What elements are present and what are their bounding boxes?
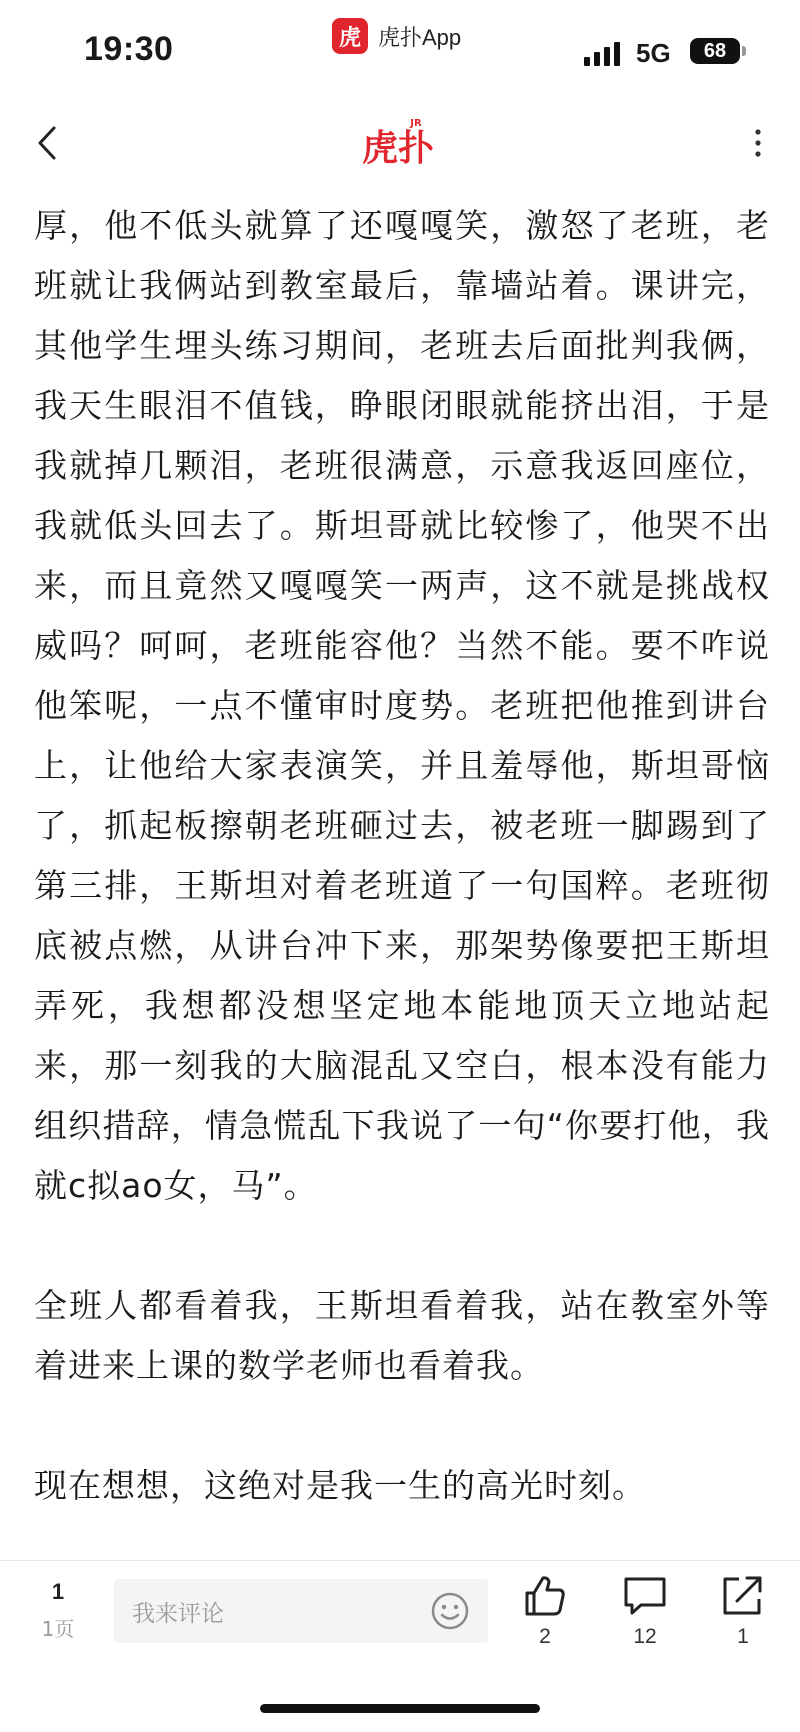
page-indicator[interactable] (30, 1579, 86, 1642)
article-body[interactable] (0, 188, 800, 1560)
smiley-icon (430, 1591, 470, 1631)
share-button[interactable] (708, 1575, 778, 1649)
comment-button[interactable] (610, 1575, 680, 1649)
comment-bubble-icon (623, 1575, 667, 1617)
status-bar (0, 0, 800, 100)
battery-tip (742, 46, 746, 56)
battery-level: 68 (703, 39, 727, 62)
article-paragraph: 厚，他不低头就算了还嘎嘎笑，激怒了老班，老班就让我俩站到教室最后，靠墙站着。课讲完，其他学生埋头练习期间，老班去后面批判我俩，我天生眼泪不值钱，睁眼闭眼就能挤出泪，于是我就掉几颗泪，老班很满意，示意我返回座位，我就低头回去了。斯坦哥就比较惨了，他哭不出来，而且竟然又嘎嘎笑一两声，这不就是挑战权威吗？呵呵，老班能容他？当然不能。要不咋说他笨呢，一点不懂审时度势。老班把他推到讲台上，让他给大家表演笑，并且羞辱他，斯坦哥恼了，抓起板擦朝老班砸过去，被老班一脚踢到了第三排，王斯坦对着老班道了一句国粹。老班彻底被点燃，从讲台冲下来，那架势像要把王斯坦弄死，我想都没想坚定地本能地顶天立地站起来，那一刻我的大脑混乱又空白，根本没有能力组织措辞，情急慌乱下我说了一句“你要打他，我就c拟ao女，马”。 (34, 206, 770, 1205)
comment-count: 12 (633, 1625, 657, 1648)
article-paragraph: 全班人都看着我，王斯坦看着我，站在教室外等着进来上课的数学老师也看着我。 (34, 1286, 770, 1385)
nav-bar (0, 100, 800, 188)
chevron-left-icon (37, 126, 57, 160)
more-vertical-icon (754, 128, 762, 158)
back-button[interactable] (22, 118, 72, 168)
battery-icon (690, 38, 740, 64)
hupu-app-icon: 虎 (332, 18, 368, 54)
hupu-logo (360, 112, 440, 172)
article-content (34, 188, 770, 1560)
home-indicator[interactable] (260, 1704, 540, 1713)
cellular-signal-icon (584, 42, 620, 66)
thumbs-up-icon (523, 1575, 567, 1617)
article-paragraph: 现在想想，这绝对是我一生的高光时刻。 (34, 1466, 646, 1505)
hupu-logo-text: 虎扑 (361, 128, 435, 169)
share-count: 1 (737, 1625, 749, 1648)
comment-placeholder: 我来评论 (132, 1600, 224, 1627)
bottom-action-bar (0, 1560, 800, 1732)
share-icon (721, 1575, 765, 1617)
total-pages: 1页 (41, 1617, 75, 1641)
hupu-logo-badge: JR (410, 118, 422, 129)
emoji-button[interactable] (428, 1589, 472, 1633)
like-button[interactable] (510, 1575, 580, 1649)
current-page: 1 (51, 1579, 65, 1604)
network-type: 5G (636, 38, 671, 68)
more-options-button[interactable] (738, 118, 778, 168)
current-app-indicator (332, 18, 461, 54)
comment-input[interactable] (114, 1579, 488, 1643)
status-time: 19:30 (84, 30, 174, 68)
like-count: 2 (539, 1625, 551, 1648)
current-app-name: 虎扑App (378, 24, 462, 50)
